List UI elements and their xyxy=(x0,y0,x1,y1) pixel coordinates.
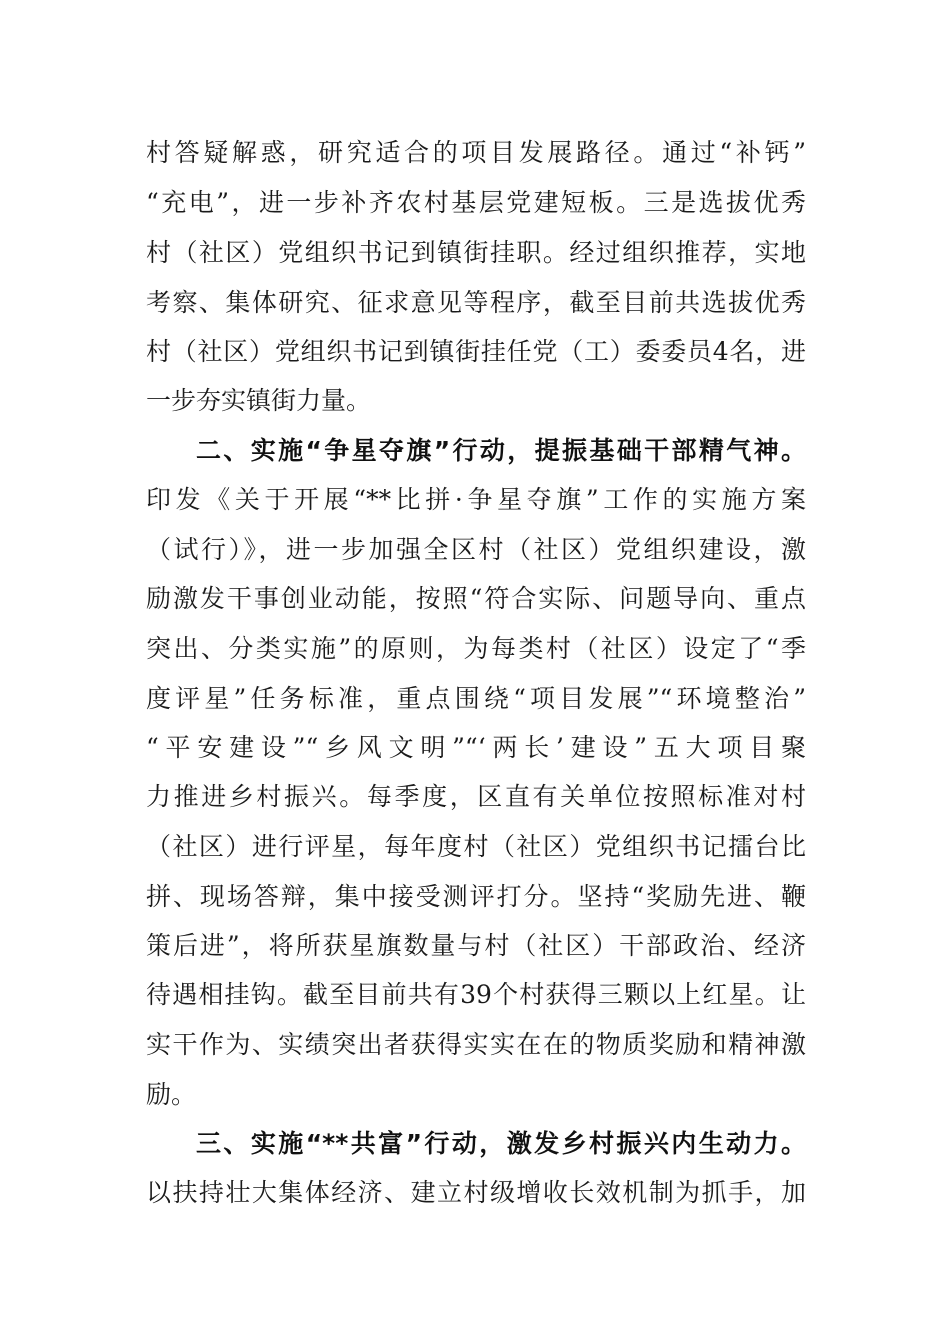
paragraph-line: 印发《关于开展“**比拼·争星夺旗”工作的实施方案 xyxy=(146,485,806,514)
paragraph-line: “平安建设”“乡风文明”“‘两长’建设”五大项目聚 xyxy=(146,733,806,762)
paragraph-line: （试行）》，进一步加强全区村（社区）党组织建设，激 xyxy=(146,535,806,564)
paragraph-line: “充电”，进一步补齐农村基层党建短板。三是选拔优秀 xyxy=(146,188,806,217)
section-heading: 二、实施“争星夺旗”行动，提振基础干部精气神。 xyxy=(196,436,806,465)
paragraph-line: 待遇相挂钩。截至目前共有39个村获得三颗以上红星。让 xyxy=(146,980,806,1009)
paragraph-line: 拼、现场答辩，集中接受测评打分。坚持“奖励先进、鞭 xyxy=(146,882,806,911)
paragraph-line: 力推进乡村振兴。每季度，区直有关单位按照标准对村 xyxy=(146,782,806,811)
paragraph-line: 突出、分类实施”的原则，为每类村（社区）设定了“季 xyxy=(146,634,806,663)
paragraph-line: 励。 xyxy=(146,1080,197,1109)
paragraph-line: 考察、集体研究、征求意见等程序，截至目前共选拔优秀 xyxy=(146,288,806,317)
paragraph-line: 度评星”任务标准，重点围绕“项目发展”“环境整治” xyxy=(146,684,806,713)
paragraph-line: 村答疑解惑，研究适合的项目发展路径。通过“补钙” xyxy=(146,138,806,167)
paragraph-line: （社区）进行评星，每年度村（社区）党组织书记擂台比 xyxy=(146,832,806,861)
paragraph-line: 村（社区）党组织书记到镇街挂任党（工）委委员4名，进 xyxy=(146,337,806,366)
paragraph-line: 实干作为、实绩突出者获得实实在在的物质奖励和精神激 xyxy=(146,1030,806,1059)
paragraph-line: 励激发干事创业动能，按照“符合实际、问题导向、重点 xyxy=(146,584,806,613)
paragraph-line: 一步夯实镇街力量。 xyxy=(146,386,372,415)
paragraph-line: 以扶持壮大集体经济、建立村级增收长效机制为抓手，加 xyxy=(146,1178,806,1207)
section-heading: 三、实施“**共富”行动，激发乡村振兴内生动力。 xyxy=(196,1129,806,1158)
paragraph-line: 策后进”，将所获星旗数量与村（社区）干部政治、经济 xyxy=(146,931,806,960)
paragraph-line: 村（社区）党组织书记到镇街挂职。经过组织推荐，实地 xyxy=(146,238,806,267)
